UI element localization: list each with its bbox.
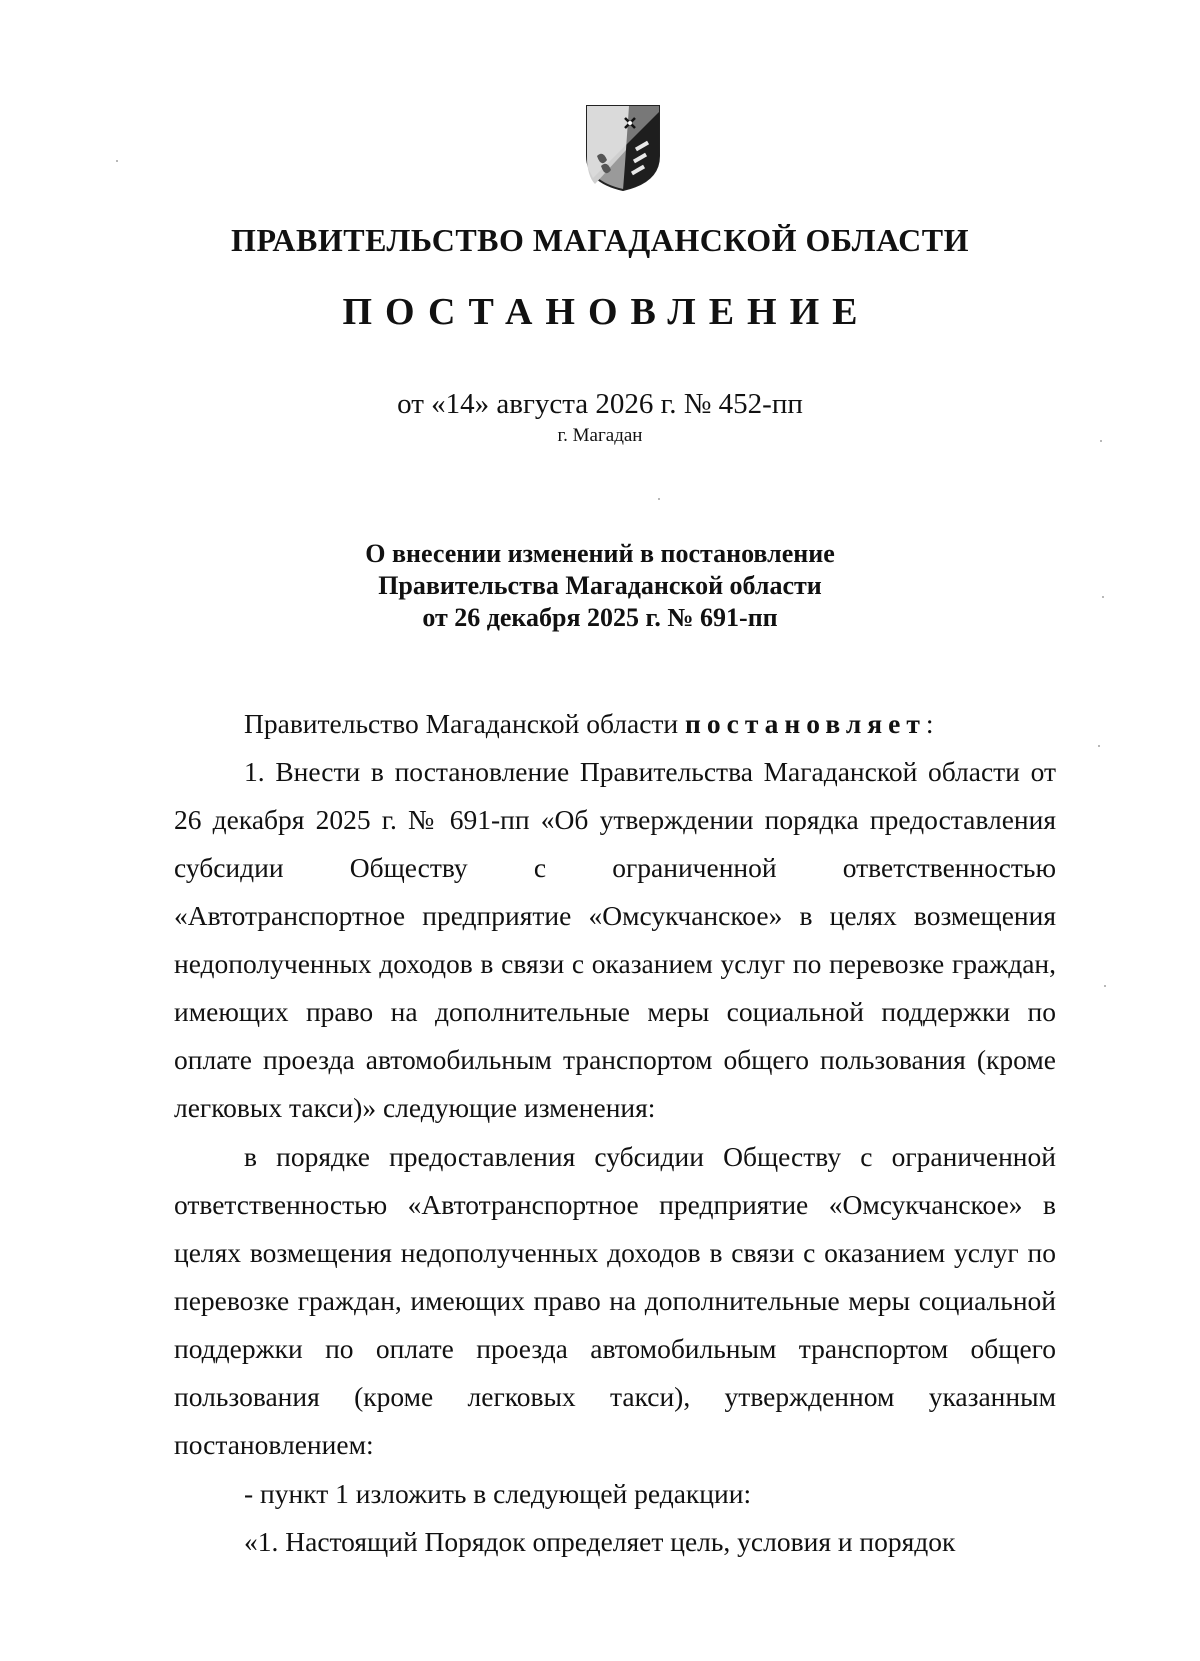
document-subject <box>0 538 1200 634</box>
subject-line: Правительства Магаданской области <box>378 571 822 600</box>
lead-verb: постановляет <box>685 708 926 739</box>
document-city: г. Магадан <box>557 425 643 446</box>
coat-of-arms-icon <box>585 104 661 192</box>
organization-title: ПРАВИТЕЛЬСТВО МАГАДАНСКОЙ ОБЛАСТИ <box>231 222 969 258</box>
scan-speck <box>658 498 660 500</box>
subject-line: О внесении изменений в постановление <box>365 539 835 568</box>
subject-line: от 26 декабря 2025 г. № 691-пп <box>422 603 778 632</box>
lead-suffix: : <box>925 708 934 739</box>
scan-speck <box>1100 440 1102 442</box>
resolution-lead <box>174 700 1056 748</box>
scan-speck <box>1104 985 1106 987</box>
scan-speck <box>1102 596 1104 598</box>
lead-text: Правительство Магаданской области <box>244 708 686 739</box>
paragraph-new-wording: «1. Настоящий Порядок определяет цель, условия и порядок <box>244 1526 956 1557</box>
paragraph-amendment-instruction: - пункт 1 изложить в следующей редакции: <box>244 1478 752 1509</box>
paragraph-item-1: 1. Внести в постановление Правительства Магаданской области от 26 декабря 2025 г. № 691-пп «Об утверждении порядка предоставления субсидии Обществу с ограниченной ответственностью «Автотранспортное предприятие «Омсукчанское» в целях возмещения недополученных доходов в связи с оказанием услуг по перевозке граждан, имеющих право на дополнительные меры социальной поддержки по оплате проезда автомобильным транспортом общего пользования (кроме легковых такси)» следующие изменения: <box>174 756 1056 1123</box>
scan-speck <box>1098 745 1100 747</box>
paragraph-amendment-scope: в порядке предоставления субсидии Обществу с ограниченной ответственностью «Автотранспортное предприятие «Омсукчанское» в целях возмещения недополученных доходов в связи с оказанием услуг по перевозке граждан, имеющих право на дополнительные меры социальной поддержки по оплате проезда автомобильным транспортом общего пользования (кроме легковых такси), утвержденном указанным постановлением: <box>174 1141 1056 1460</box>
document-date-number: от «14» августа 2026 г. № 452-пп <box>397 388 803 420</box>
document-type-title: ПОСТАНОВЛЕНИЕ <box>342 291 871 333</box>
scan-speck <box>116 160 118 162</box>
